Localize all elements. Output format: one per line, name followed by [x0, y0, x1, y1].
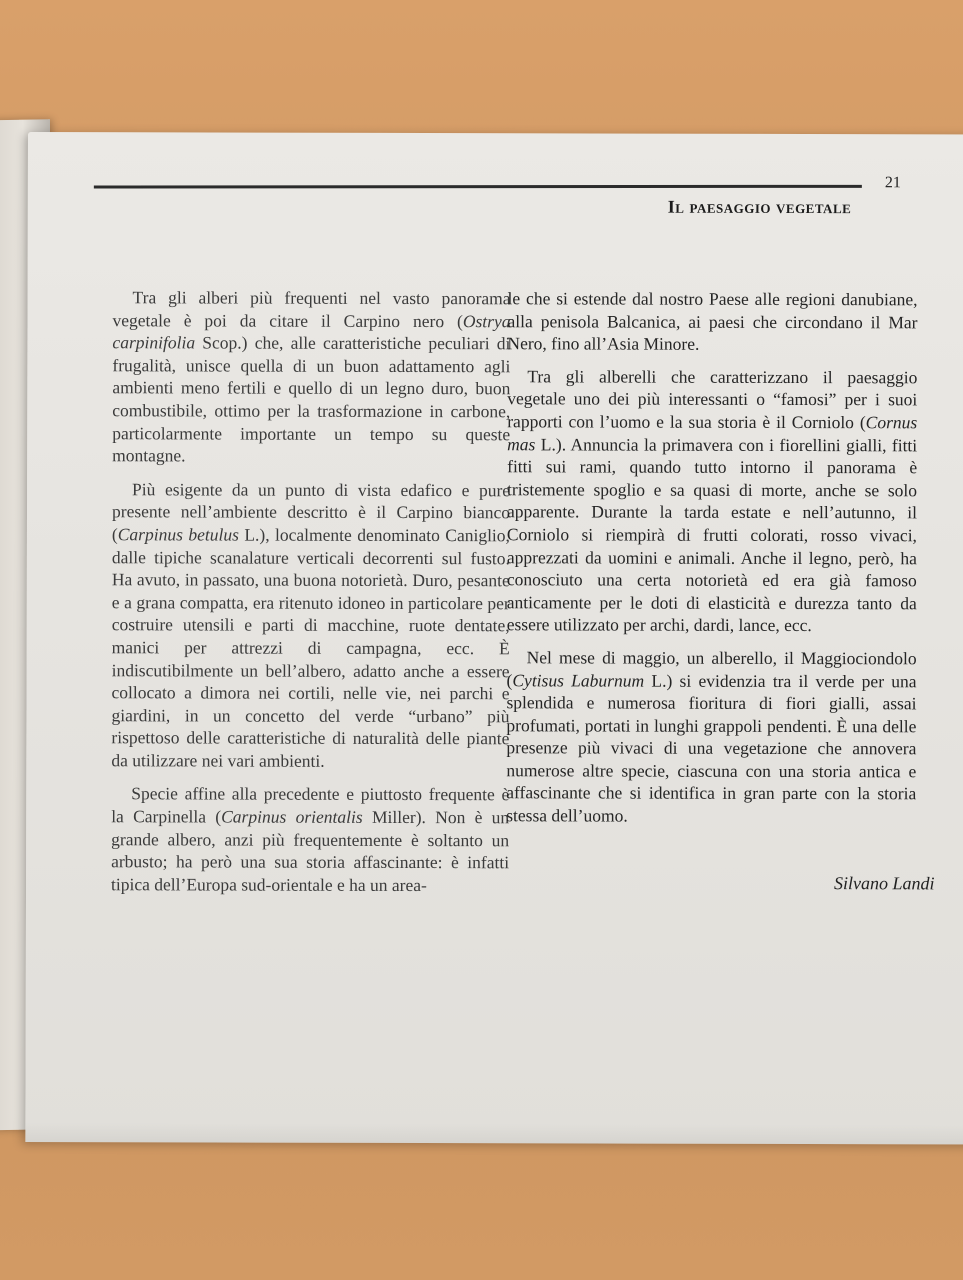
running-head: Il paesaggio vegetale [667, 196, 852, 218]
paragraph [507, 287, 917, 356]
text-run: Specie affine alla precedente e piuttosto frequente è la Carpinella ( [111, 783, 510, 827]
text-run: Nel mese di maggio, un alberello, il Maggiociondolo ( [506, 647, 917, 690]
book-page [25, 132, 963, 1145]
species-name: Carpinus orientalis [221, 806, 363, 827]
species-name: Cytisus Laburnum [512, 669, 645, 691]
right-column [506, 287, 917, 828]
paragraph [111, 478, 510, 773]
text-run: Tra gli alberelli che caratterizzano il paesaggio vegetale uno dei più interessanti o “famosi” per i suoi rapporti con l’uomo e la sua storia è il Corniolo ( [507, 366, 918, 433]
text-run: Tra gli alberi più frequenti nel vasto panorama vegetale è poi da citare il Carpino nero ( [112, 287, 511, 331]
species-name: Cornus mas [507, 412, 918, 454]
species-name: Ostrya carpinifolia [112, 310, 511, 353]
species-name: Carpinus betulus [117, 524, 239, 545]
text-run: L.), localmente denominato Caniglio, dalle tipiche scanalature verticali decorrenti sul fusto. Ha avuto, in passato, una buona notorietà. Duro, pesante e a grana compatta, era ritenuto idoneo in particolare per costruire utensili e parti di macchine, ruote dentate, manici per attrezzi di campagna, ecc. È indiscutibilmente un bell’albero, adatto anche a essere collocato a dimora nei cortili, nelle vie, nei parchi e giardini, in un concetto del verde “urbano” più rispettoso delle caratteristiche di naturalità delle piante da utilizzare nei vari ambienti. [111, 524, 510, 771]
paragraph [111, 783, 509, 897]
header-rule [94, 185, 862, 189]
left-column [111, 286, 511, 896]
text-run: Miller). Non è un grande albero, anzi più frequentemente è soltanto un arbusto; ha però una sua storia affascinante: è infatti tipica dell’Europa sud-orientale e ha un area- [111, 806, 510, 895]
page-number: 21 [884, 174, 901, 192]
paragraph [507, 365, 918, 637]
text-run: Più esigente da un punto di vista edafico e pure presente nell’ambiente descritto è il Carpino bianco ( [111, 479, 511, 545]
paragraph [506, 646, 916, 828]
text-run: L.) si evidenzia tra il verde per una splendida e numerosa fioritura di fiori gialli, assai profumati, portati in lunghi grappoli pendenti. È una delle presenze più vivaci di una vegetazione che annovera numerose altre specie, ciascuna con una storia antica e affascinante che si identifica in gran parte con la storia stessa dell’uomo. [506, 670, 917, 826]
author-signature: Silvano Landi [834, 873, 935, 894]
paragraph [112, 286, 510, 468]
text-run: L.). Annuncia la primavera con i fiorellini gialli, fitti fitti sui rami, quando tutto intorno il panorama è tristemente spoglio e sa quasi di morte, anche se solo apparente. Durante la tarda estate e nell’autunno, il Corniolo si riempirà di frutti colorati, rosso vivaci, apprezzati da uomini e animali. Anche il legno, però, ha conosciuto una certa notorietà ed era già famoso anticamente per le doti di elasticità e durezza tanto da essere utilizzato per archi, dardi, lance, ecc. [506, 433, 918, 636]
text-run: Scop.) che, alle caratteristiche peculiari di frugalità, unisce quella di un buon adattamento agli ambienti meno fertili e quello di un legno duro, buon combustibile, ottimo per la trasformazione in carbone, particolarmente importante un tempo su queste montagne. [112, 332, 511, 466]
page-shadow [25, 1122, 963, 1145]
text-run: le che si estende dal nostro Paese alle regioni danubiane, alla penisola Balcanica, ai paesi che circondano il Mar Nero, fino all’Asia Minore. [507, 288, 918, 354]
